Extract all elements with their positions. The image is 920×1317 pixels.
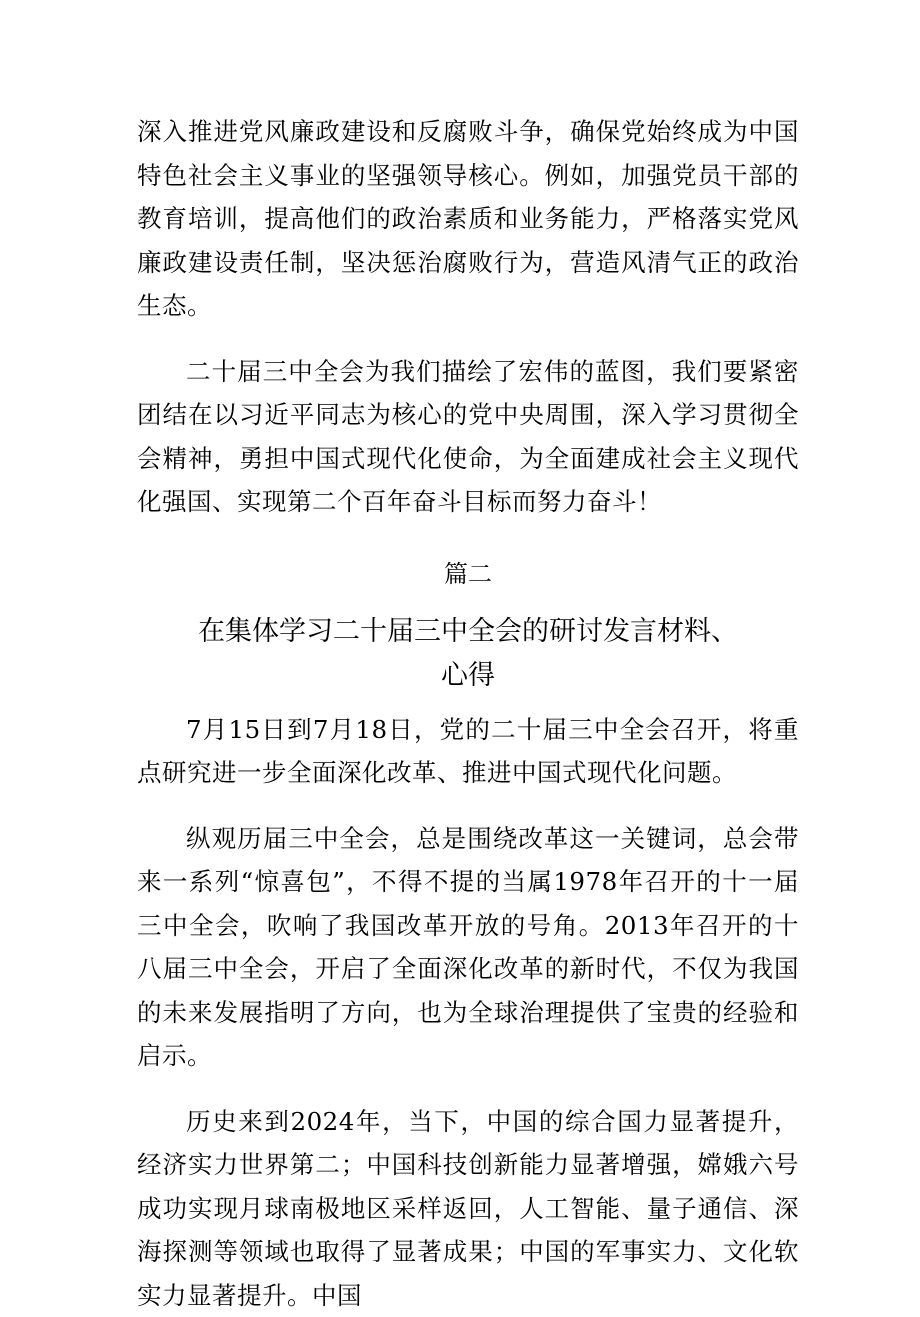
article-title <box>137 610 799 698</box>
document-page <box>137 110 799 1317</box>
article-title-line-1: 在集体学习二十届三中全会的研讨发言材料、 <box>137 610 799 654</box>
paragraph-party-building: 深入推进党风廉政建设和反腐败斗争，确保党始终成为中国特色社会主义事业的坚强领导核心。例如，加强党员干部的教育培训，提高他们的政治素质和业务能力，严格落实党风廉政建设责任制，坚决惩治腐败行为，营造风清气正的政治生态。 <box>137 110 799 328</box>
section-label: 篇二 <box>137 554 799 594</box>
paragraph-blueprint: 二十届三中全会为我们描绘了宏伟的蓝图，我们要紧密团结在以习近平同志为核心的党中央周围，深入学习贯彻全会精神，勇担中国式现代化使命，为全面建成社会主义现代化强国、实现第二个百年奋斗目标而努力奋斗！ <box>137 350 799 524</box>
article-title-line-2: 心得 <box>137 654 799 698</box>
paragraph-history-review: 纵观历届三中全会，总是围绕改革这一关键词，总会带来一系列“惊喜包”，不得不提的当属1978年召开的十一届三中全会，吹响了我国改革开放的号角。2013年召开的十八届三中全会，开启了全面深化改革的新时代，不仅为我国的未来发展指明了方向，也为全球治理提供了宝贵的经验和启示。 <box>137 817 799 1078</box>
paragraph-plenum-dates: 7月15日到7月18日，党的二十届三中全会召开，将重点研究进一步全面深化改革、推进中国式现代化问题。 <box>137 708 799 795</box>
paragraph-2024-achievements: 历史来到2024年，当下，中国的综合国力显著提升，经济实力世界第二；中国科技创新能力显著增强，嫦娥六号成功实现月球南极地区采样返回，人工智能、量子通信、深海探测等领域也取得了显著成果；中国的军事实力、文化软实力显著提升。中国 <box>137 1100 799 1317</box>
